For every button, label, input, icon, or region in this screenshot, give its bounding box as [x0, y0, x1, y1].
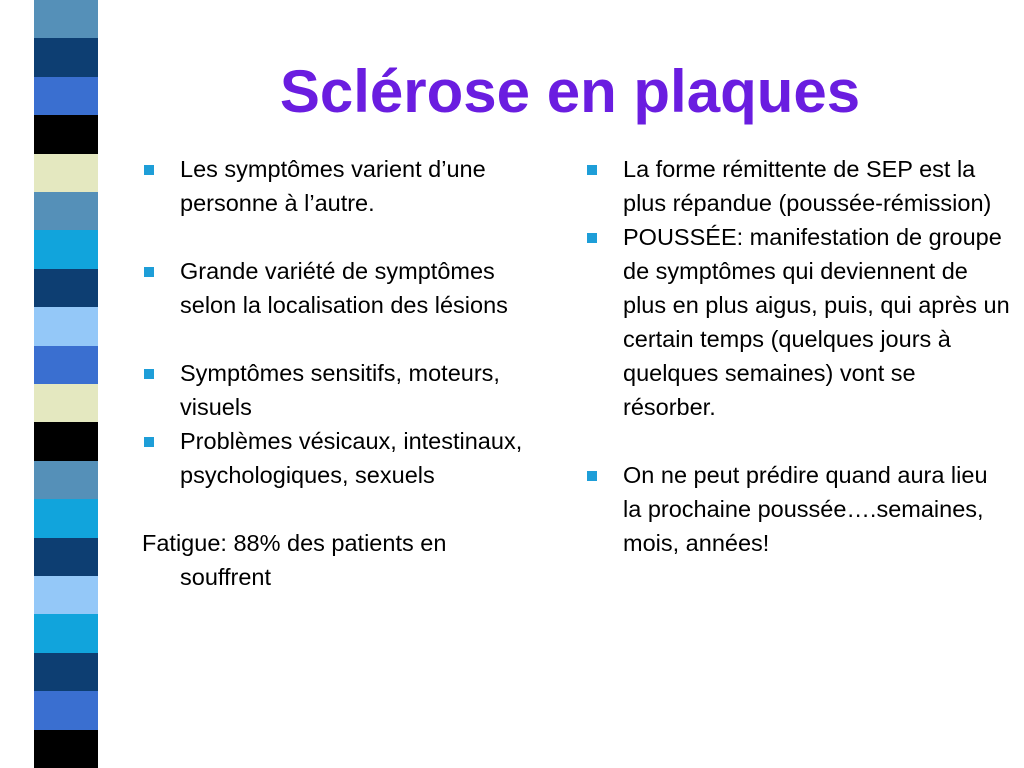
band-segment [34, 614, 98, 653]
band-segment [34, 0, 98, 39]
band-segment [34, 653, 98, 692]
band-segment [34, 384, 98, 423]
band-segment [34, 115, 98, 154]
band-segment [34, 38, 98, 77]
slide-title: Sclérose en plaques [279, 58, 861, 125]
band-segment [34, 422, 98, 461]
bullet-text: La forme rémittente de SEP est la plus répandue (poussée-rémission) [623, 156, 992, 216]
bullet-item [142, 152, 542, 220]
band-segment [34, 269, 98, 308]
bullet-text: Grande variété de symptômes selon la localisation des lésions [180, 258, 508, 318]
bullet-item [585, 220, 1010, 424]
bullet-item [142, 356, 542, 424]
band-segment [34, 691, 98, 730]
square-bullet-icon [144, 267, 154, 277]
bullet-text: Les symptômes varient d’une personne à l’autre. [180, 156, 486, 216]
bullet-text: Symptômes sensitifs, moteurs, visuels [180, 360, 500, 420]
bullet-item [585, 458, 1010, 560]
square-bullet-icon [144, 369, 154, 379]
left-column [142, 152, 542, 594]
bullet-item [142, 424, 542, 492]
left-margin-stripe [0, 0, 34, 768]
band-segment [34, 461, 98, 500]
band-segment [34, 192, 98, 231]
bullet-item [585, 152, 1010, 220]
square-bullet-icon [144, 437, 154, 447]
band-segment [34, 730, 98, 768]
band-segment [34, 499, 98, 538]
bullet-text: POUSSÉE: manifestation de groupe de symptômes qui deviennent de plus en plus aigus, puis, qui après un certain temps (quelques jours à quelques semaines) vont se résorber. [623, 224, 1010, 420]
square-bullet-icon [587, 165, 597, 175]
bullet-text: On ne peut prédire quand aura lieu la prochaine poussée….semaines, mois, années! [623, 462, 988, 556]
square-bullet-icon [587, 233, 597, 243]
band-segment [34, 346, 98, 385]
band-segment [34, 576, 98, 615]
band-segment [34, 538, 98, 577]
bullet-text: Problèmes vésicaux, intestinaux, psychologiques, sexuels [180, 428, 523, 488]
band-segment [34, 230, 98, 269]
bullet-item [142, 254, 542, 322]
band-segment [34, 307, 98, 346]
decorative-color-band [34, 0, 98, 768]
band-segment [34, 154, 98, 193]
right-column [585, 152, 1010, 560]
square-bullet-icon [587, 471, 597, 481]
fatigue-note: Fatigue: 88% des patients en souffrent [142, 530, 447, 590]
square-bullet-icon [144, 165, 154, 175]
band-segment [34, 77, 98, 116]
right-margin-stripe [98, 0, 116, 768]
